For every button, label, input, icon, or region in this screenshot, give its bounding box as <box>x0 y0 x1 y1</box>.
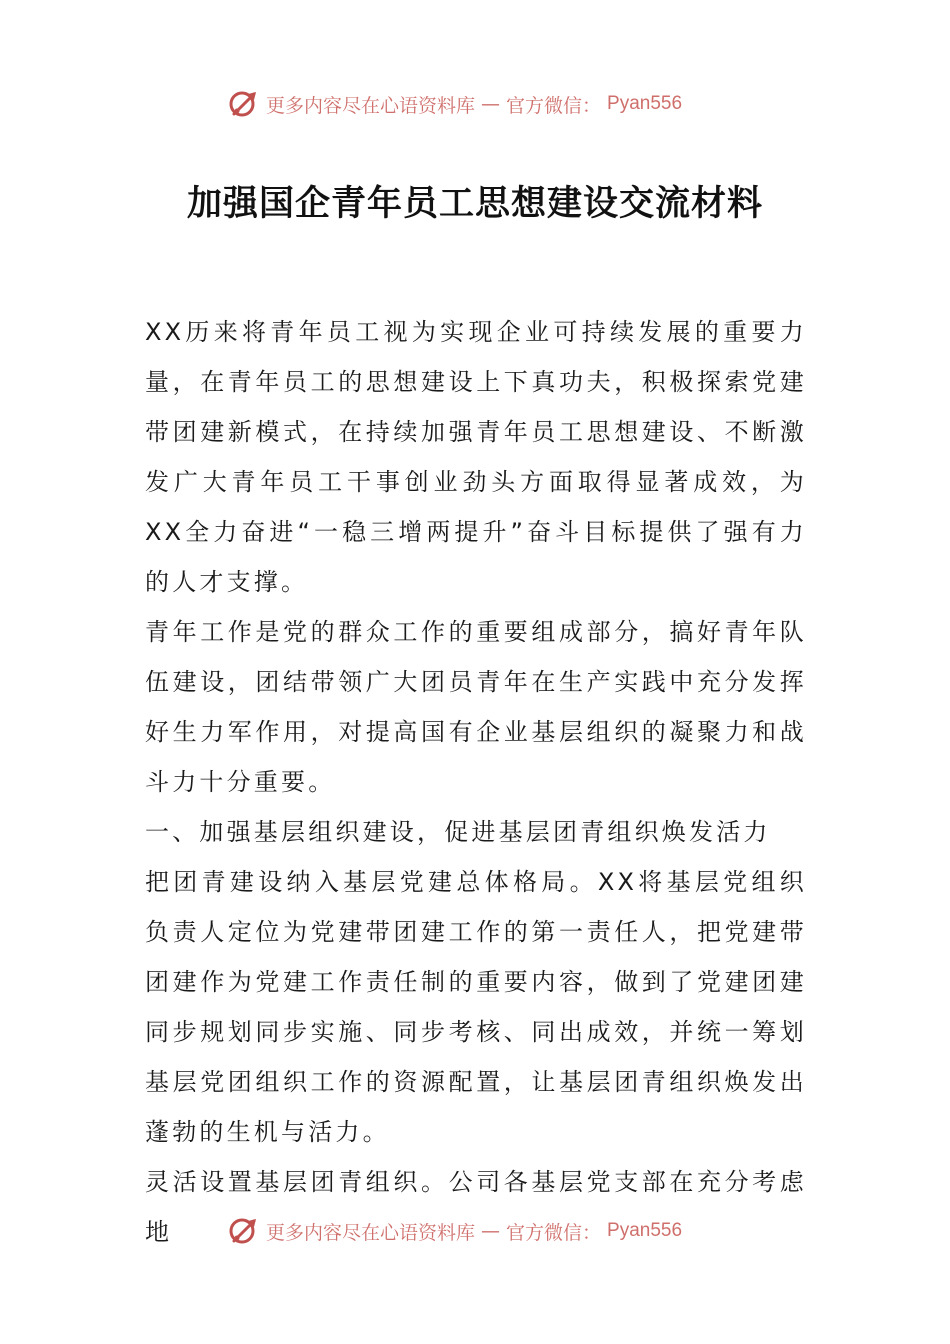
section-heading: 一、加强基层组织建设，促进基层团青组织焕发活力 <box>145 818 771 846</box>
paragraph: 青年工作是党的群众工作的重要组成部分，搞好青年队伍建设，团结带领广大团员青年在生产实践中充分发挥好生力军作用，对提高国有企业基层组织的凝聚力和战斗力十分重要。 <box>145 618 807 796</box>
document-title: 加强国企青年员工思想建设交流材料 <box>186 184 763 224</box>
banner-wechat-id: Pyan556 <box>607 93 683 114</box>
pen-logo-icon <box>228 88 260 120</box>
banner-wechat-id: Pyan556 <box>607 1220 683 1241</box>
document-body <box>145 307 807 1257</box>
banner-site-text: 更多内容尽在心语资料库 <box>266 94 476 117</box>
footer-banner <box>228 1213 748 1249</box>
paragraph: XX历来将青年员工视为实现企业可持续发展的重要力量，在青年员工的思想建设上下真功夫，积极探索党建带团建新模式，在持续加强青年员工思想建设、不断激发广大青年员工干事创业劲头方面取得显著成效，为XX全力奋进“一稳三增两提升”奋斗目标提供了强有力的人才支撑。 <box>145 318 807 596</box>
paragraph: 把团青建设纳入基层党建总体格局。XX将基层党组织负责人定位为党建带团建工作的第一责任人，把党建带团建作为党建工作责任制的重要内容，做到了党建团建同步规划同步实施、同步考核、同出成效，并统一筹划基层党团组织工作的资源配置，让基层团青组织焕发出蓬勃的生机与活力。 <box>145 868 807 1146</box>
banner-site-text: 更多内容尽在心语资料库 <box>266 1221 476 1244</box>
banner-dash: — <box>481 93 501 115</box>
pen-logo-icon <box>228 1215 260 1247</box>
banner-wechat-label: 官方微信： <box>506 94 602 117</box>
banner-wechat-label: 官方微信： <box>506 1221 602 1244</box>
paragraph: 灵活设置基层团青组织。公司各基层党支部在充分考虑地 <box>145 1168 807 1246</box>
banner-dash: — <box>481 1220 501 1242</box>
header-banner <box>228 86 748 122</box>
